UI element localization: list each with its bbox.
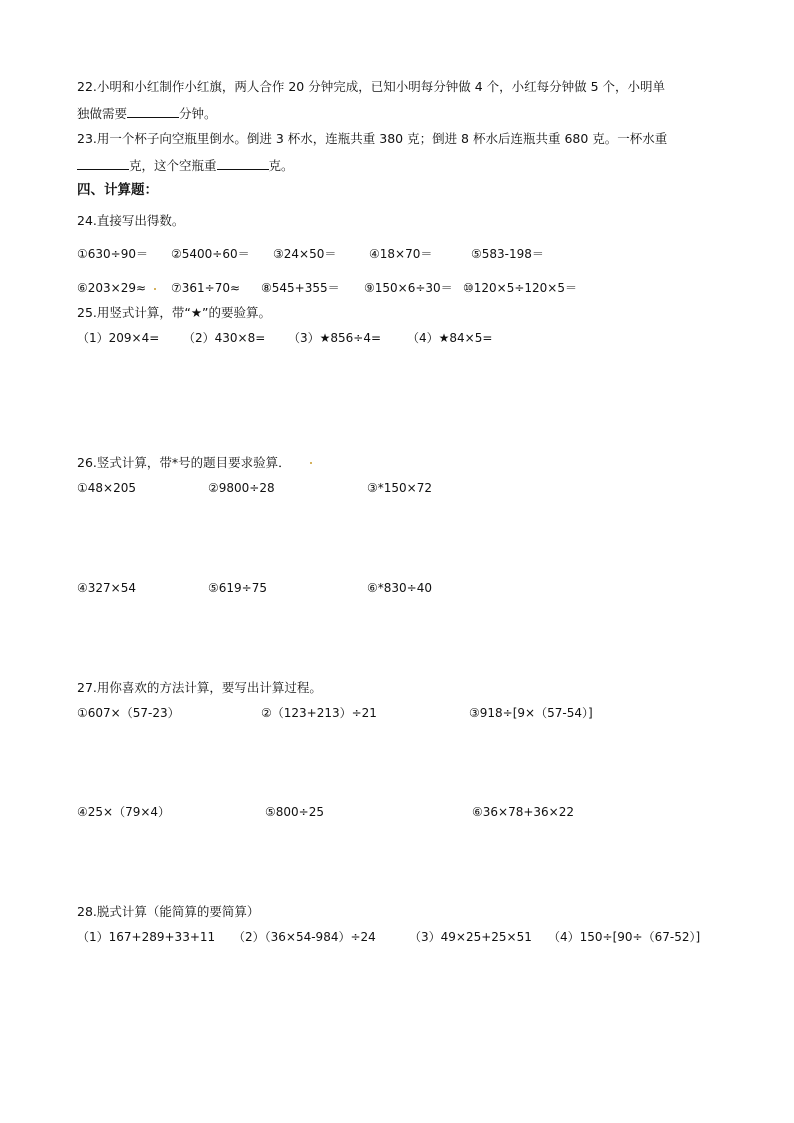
- q26-item-6: ⑥*830÷40: [367, 581, 432, 595]
- q28-item-1: （1）167+289+33+11: [77, 930, 216, 944]
- q22-line-2: [77, 105, 217, 122]
- q27-item-1: ①607×（57-23）: [77, 706, 180, 720]
- q24-item-6: ⑥203×29≈: [77, 281, 147, 295]
- q26-prompt: 26.竖式计算，带*号的题目要求验算．: [77, 455, 291, 470]
- q24-item-5: ⑤583-198＝: [471, 247, 544, 261]
- q24-item-2: ②5400÷60＝: [171, 247, 250, 261]
- q26-item-2: ②9800÷28: [208, 481, 275, 495]
- q24-item-1: ①630÷90＝: [77, 247, 148, 261]
- q27-item-5: ⑤800÷25: [265, 805, 324, 819]
- q26-item-5: ⑤619÷75: [208, 581, 267, 595]
- q27-prompt: 27.用你喜欢的方法计算，要写出计算过程。: [77, 680, 322, 695]
- q25-item-1: （1）209×4=: [77, 331, 160, 345]
- q24-prompt: 24.直接写出得数。: [77, 213, 185, 228]
- q25-item-3: （3）★856÷4=: [288, 331, 382, 345]
- stray-mark-dot: [310, 462, 312, 464]
- q23-line-1: 23.用一个杯子向空瓶里倒水。倒进 3 杯水，连瓶共重 380 克；倒进 8 杯水后连瓶共重 680 克。一杯水重: [77, 131, 668, 146]
- q24-item-10: ⑩120×5÷120×5＝: [463, 281, 578, 295]
- q24-item-3: ③24×50＝: [273, 247, 337, 261]
- q26-item-3: ③*150×72: [367, 481, 432, 495]
- q24-item-9: ⑨150×6÷30＝: [364, 281, 453, 295]
- q22-line-1: 22.小明和小红制作小红旗，两人合作 20 分钟完成，已知小明每分钟做 4 个，小红每分钟做 5 个，小明单: [77, 79, 666, 94]
- q23-line-2-mid: 克，这个空瓶重: [129, 158, 217, 173]
- q23-line-2-end: 克。: [268, 158, 294, 173]
- q23-line-2: [77, 157, 294, 174]
- q28-item-2: （2）（36×54-984）÷24: [233, 930, 376, 944]
- q24-item-7: ⑦361÷70≈: [171, 281, 241, 295]
- q27-item-3: ③918÷[9×（57-54）]: [469, 706, 593, 720]
- q26-item-1: ①48×205: [77, 481, 136, 495]
- q22-line-2-after: 分钟。: [179, 106, 217, 121]
- q23-bottle-weight-blank: [217, 157, 269, 170]
- q28-prompt: 28.脱式计算（能简算的要简算）: [77, 904, 260, 919]
- q22-answer-blank: [127, 105, 179, 118]
- q23-cup-weight-blank: [77, 157, 129, 170]
- q24-item-4: ④18×70＝: [369, 247, 433, 261]
- q27-item-2: ②（123+213）÷21: [261, 706, 377, 720]
- q25-prompt: 25.用竖式计算，带“★”的要验算。: [77, 305, 272, 320]
- q22-line-2-before: 独做需要: [77, 106, 128, 121]
- section-4-heading: 四、计算题：: [77, 182, 158, 198]
- q24-item-8: ⑧545+355＝: [261, 281, 340, 295]
- stray-mark-dot: [154, 288, 156, 290]
- q27-item-6: ⑥36×78+36×22: [472, 805, 574, 819]
- q27-item-4: ④25×（79×4）: [77, 805, 171, 819]
- q26-item-4: ④327×54: [77, 581, 136, 595]
- q25-item-4: （4）★84×5=: [407, 331, 493, 345]
- q28-item-4: （4）150÷[90÷（67-52）]: [548, 930, 701, 944]
- q28-item-3: （3）49×25+25×51: [409, 930, 532, 944]
- q25-item-2: （2）430×8=: [183, 331, 266, 345]
